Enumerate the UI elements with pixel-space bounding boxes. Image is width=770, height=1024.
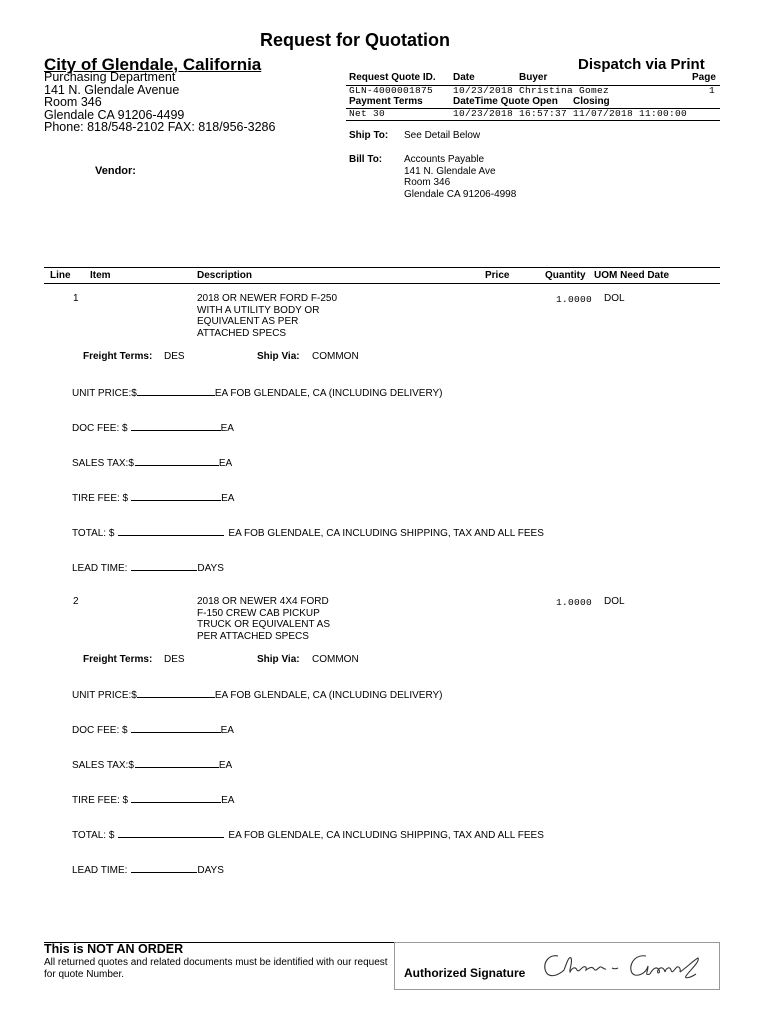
signature-image <box>540 948 705 984</box>
sales-tax-label: SALES TAX:$ <box>72 458 134 469</box>
request-quote-id: GLN-4000001875 <box>349 85 434 96</box>
ship-via-label: Ship Via: <box>257 351 300 362</box>
ship-via: COMMON <box>312 351 359 362</box>
freight-terms: DES <box>164 351 185 362</box>
col-line: Line <box>50 270 71 281</box>
doc-fee-blank[interactable] <box>131 421 221 431</box>
request-quote-id-label: Request Quote ID. <box>349 72 436 83</box>
ship-via-label: Ship Via: <box>257 654 300 665</box>
lead-time-suffix: DAYS <box>197 563 224 574</box>
lead-time-label: LEAD TIME: <box>72 865 128 876</box>
document-title: Request for Quotation <box>260 30 450 50</box>
unit-price-suffix: EA FOB GLENDALE, CA (INCLUDING DELIVERY) <box>214 690 443 701</box>
doc-fee-blank[interactable] <box>131 723 221 733</box>
line-description <box>197 596 330 643</box>
freight-terms-label: Freight Terms: <box>83 351 153 362</box>
lead-time-blank[interactable] <box>131 561 197 571</box>
total-row <box>72 526 544 539</box>
purchasing-address <box>44 71 275 134</box>
org-name: City of Glendale, California <box>44 55 262 74</box>
lead-time-label: LEAD TIME: <box>72 563 128 574</box>
table-header-rule <box>44 283 720 284</box>
total-blank[interactable] <box>118 526 224 536</box>
buyer-label: Buyer <box>519 72 548 83</box>
address-line: Glendale CA 91206-4499 <box>44 107 185 122</box>
total-blank[interactable] <box>118 828 224 838</box>
closing-label: Closing <box>573 96 610 107</box>
doc-fee-label: DOC FEE: $ <box>72 423 128 434</box>
ship-via: COMMON <box>312 654 359 665</box>
sales-tax-suffix: EA <box>218 760 233 771</box>
line-quantity: 1.0000 <box>556 294 593 305</box>
tire-fee-label: TIRE FEE: $ <box>72 493 129 504</box>
description-line: EQUIVALENT AS PER <box>197 316 299 328</box>
unit-price-label: UNIT PRICE:$ <box>72 690 137 701</box>
col-price: Price <box>485 270 510 281</box>
tire-fee-suffix: EA <box>221 795 235 806</box>
address-line: 141 N. Glendale Avenue <box>44 82 180 97</box>
tire-fee-row <box>72 491 234 504</box>
tire-fee-blank[interactable] <box>131 793 221 803</box>
col-uom-need-date: UOM Need Date <box>594 270 670 281</box>
line-uom: DOL <box>604 293 625 304</box>
payment-terms: Net 30 <box>349 108 386 119</box>
lead-time-row <box>72 863 224 876</box>
total-suffix: EA FOB GLENDALE, CA INCLUDING SHIPPING, TAX AND ALL FEES <box>228 528 544 539</box>
unit-price-row <box>72 688 443 701</box>
unit-price-suffix: EA FOB GLENDALE, CA (INCLUDING DELIVERY) <box>214 388 443 399</box>
address-line: Room 346 <box>44 95 102 109</box>
payment-terms-label: Payment Terms <box>349 96 423 107</box>
lead-time-suffix: DAYS <box>197 865 224 876</box>
sales-tax-row <box>72 456 232 469</box>
line-uom: DOL <box>604 596 625 607</box>
unit-price-row <box>72 386 443 399</box>
footer-note-line: All returned quotes and related documents must be identified with our request <box>44 957 388 968</box>
unit-price-blank[interactable] <box>137 386 215 396</box>
total-suffix: EA FOB GLENDALE, CA INCLUDING SHIPPING, TAX AND ALL FEES <box>228 830 544 841</box>
authorized-signature-label: Authorized Signature <box>404 966 526 980</box>
date-label: Date <box>453 72 475 83</box>
col-quantity: Quantity <box>545 270 586 281</box>
description-line: ATTACHED SPECS <box>197 328 287 340</box>
unit-price-blank[interactable] <box>137 688 215 698</box>
lead-time-row <box>72 561 224 574</box>
page-number: 1 <box>709 85 716 96</box>
sales-tax-row <box>72 758 232 771</box>
tire-fee-label: TIRE FEE: $ <box>72 795 129 806</box>
bill-to-label: Bill To: <box>349 154 383 165</box>
vendor-label: Vendor: <box>95 165 136 177</box>
footer-note <box>44 957 388 980</box>
sales-tax-suffix: EA <box>218 458 233 469</box>
description-line: 2018 OR NEWER FORD F-250 <box>197 293 338 304</box>
address-line: Phone: 818/548-2102 FAX: 818/956-3286 <box>44 120 276 134</box>
doc-fee-row <box>72 723 234 736</box>
bill-to-line: Room 346 <box>404 177 451 189</box>
total-label: TOTAL: $ <box>72 830 115 841</box>
sales-tax-blank[interactable] <box>135 758 219 768</box>
line-number: 1 <box>73 293 79 304</box>
table-top-rule <box>44 267 720 268</box>
description-line: TRUCK OR EQUIVALENT AS <box>197 619 330 631</box>
open-closing-datetime: 10/23/2018 16:57:37 11/07/2018 11:00:00 <box>453 108 688 119</box>
tire-fee-blank[interactable] <box>131 491 221 501</box>
col-item: Item <box>90 270 111 281</box>
line-number: 2 <box>73 596 79 607</box>
datetime-quote-open-label: DateTime Quote Open <box>453 96 558 107</box>
col-description: Description <box>197 270 253 281</box>
description-line: 2018 OR NEWER 4X4 FORD <box>197 596 329 607</box>
ship-to-label: Ship To: <box>349 130 389 141</box>
line-description <box>197 293 337 340</box>
ship-to: See Detail Below <box>404 130 481 141</box>
footer-note-line: for quote Number. <box>44 968 125 980</box>
freight-terms-label: Freight Terms: <box>83 654 153 665</box>
bill-to-address <box>404 154 516 201</box>
lead-time-blank[interactable] <box>131 863 197 873</box>
tire-fee-row <box>72 793 234 806</box>
bill-to-line: 141 N. Glendale Ave <box>404 165 496 177</box>
header-divider <box>346 120 720 121</box>
sales-tax-blank[interactable] <box>135 456 219 466</box>
description-line: PER ATTACHED SPECS <box>197 631 309 643</box>
unit-price-label: UNIT PRICE:$ <box>72 388 137 399</box>
total-label: TOTAL: $ <box>72 528 115 539</box>
line-quantity: 1.0000 <box>556 597 593 608</box>
doc-fee-row <box>72 421 234 434</box>
sales-tax-label: SALES TAX:$ <box>72 760 134 771</box>
doc-fee-suffix: EA <box>220 725 234 736</box>
bill-to-line: Accounts Payable <box>404 154 485 165</box>
description-line: F-150 CREW CAB PICKUP <box>197 607 320 619</box>
page-label: Page <box>692 72 716 83</box>
date-buyer: 10/23/2018 Christina Gomez <box>453 85 610 96</box>
tire-fee-suffix: EA <box>221 493 235 504</box>
doc-fee-label: DOC FEE: $ <box>72 725 128 736</box>
doc-fee-suffix: EA <box>220 423 234 434</box>
not-an-order: This is NOT AN ORDER <box>44 942 184 956</box>
description-line: WITH A UTILITY BODY OR <box>197 304 320 316</box>
total-row <box>72 828 544 841</box>
bill-to-line: Glendale CA 91206-4998 <box>404 189 517 201</box>
address-line: Purchasing Department <box>44 70 176 84</box>
freight-terms: DES <box>164 654 185 665</box>
dispatch-method: Dispatch via Print <box>578 56 705 73</box>
